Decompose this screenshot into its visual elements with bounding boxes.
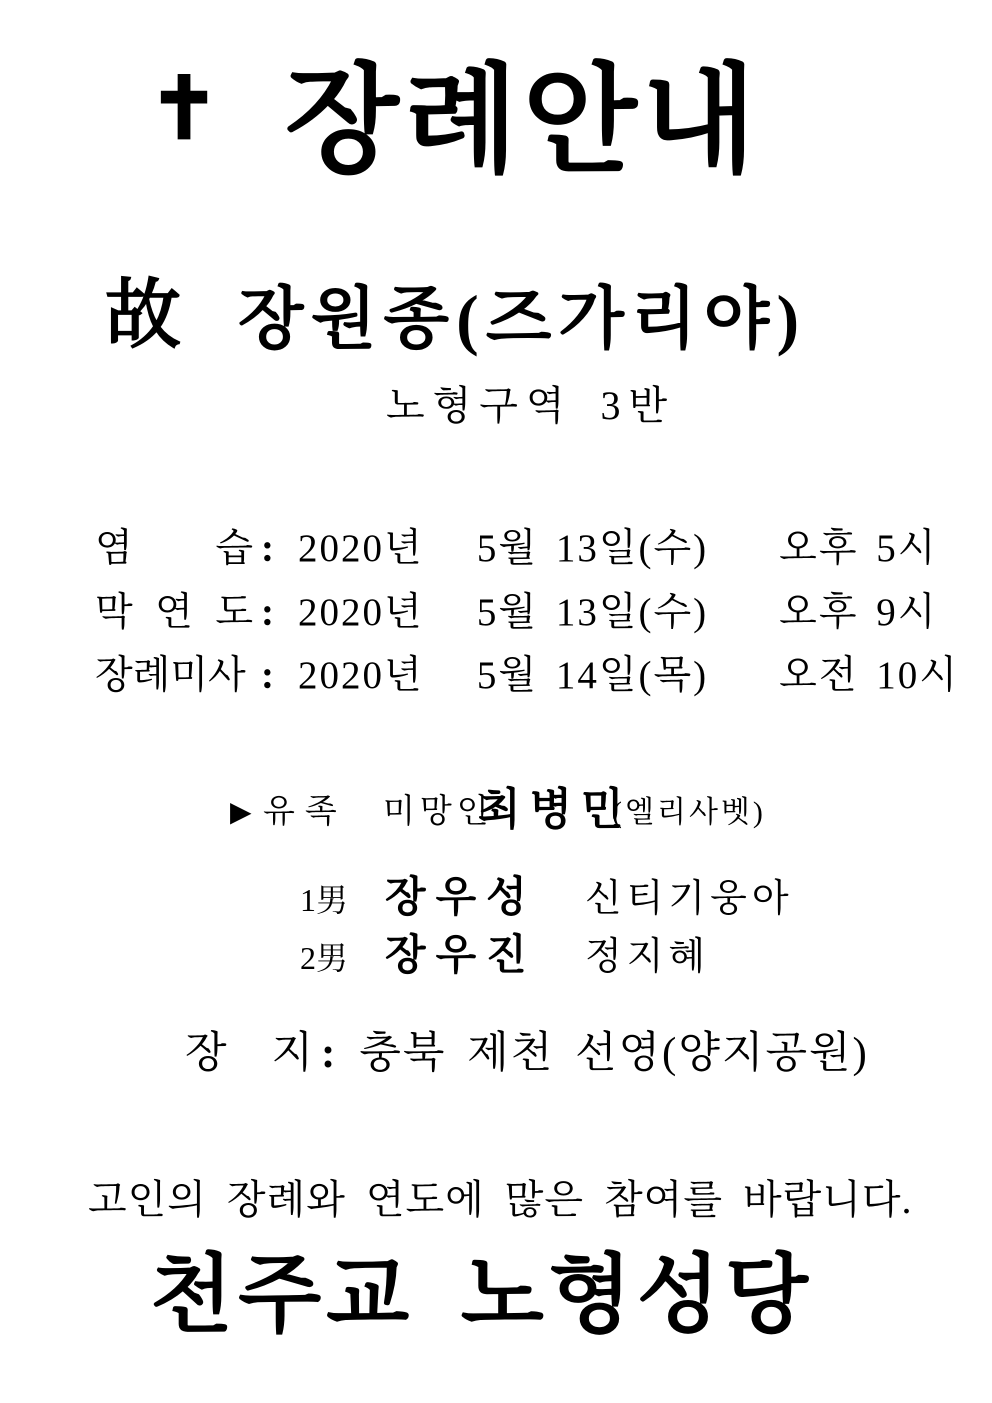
child-order: 1男: [300, 882, 349, 918]
schedule-row-yeomseup: [95, 528, 937, 571]
burial-colon: :: [321, 1030, 336, 1077]
child-row: [300, 922, 710, 982]
schedule-value: 2020년 5월 14일(목) 오전 10시: [298, 654, 959, 697]
schedule-value: 2020년 5월 13일(수) 오후 9시: [298, 591, 938, 634]
schedule-label: 막 연 도: [95, 591, 253, 634]
deceased-name: 장원종(즈가리야): [238, 281, 807, 357]
burial-label: 장 지: [185, 1030, 313, 1077]
church-name: 천주교 노형성당: [150, 1247, 814, 1343]
schedule-colon: :: [261, 527, 274, 570]
child-name: 장우성: [385, 875, 537, 921]
burial-value: 충북 제천 선영(양지공원): [359, 1030, 869, 1077]
schedule-label: 염 습: [95, 527, 253, 570]
child-spouse-name: 신티기웅아: [585, 878, 794, 920]
schedule-row-funeral-mass: [95, 655, 959, 698]
district-label: 노형구역 3반: [386, 383, 676, 428]
closing-message: 고인의 장례와 연도에 많은 참여를 바랍니다.: [88, 1177, 913, 1222]
widow-name: 최병민: [478, 785, 633, 834]
deceased-honorific: 故: [105, 274, 181, 358]
child-spouse-name: 정지혜: [585, 936, 711, 978]
widow-label: 미망인: [383, 794, 494, 830]
schedule-colon: :: [261, 654, 274, 697]
schedule-value: 2020년 5월 13일(수) 오후 5시: [298, 527, 938, 570]
child-row: [300, 864, 794, 924]
schedule-colon: :: [261, 591, 274, 634]
widow-baptismal-name: (엘리사벳): [612, 796, 766, 829]
child-name: 장우진: [385, 933, 537, 979]
burial-row: [185, 1030, 869, 1077]
schedule-row-final-prayer: [95, 592, 937, 635]
cross-icon: ✝: [148, 61, 221, 157]
child-order: 2男: [300, 940, 349, 976]
family-heading: 유족: [263, 794, 347, 830]
schedule-label: 장례미사: [95, 654, 246, 697]
triangle-marker-icon: ▶: [230, 797, 252, 828]
page-title: 장례안내: [285, 56, 761, 187]
